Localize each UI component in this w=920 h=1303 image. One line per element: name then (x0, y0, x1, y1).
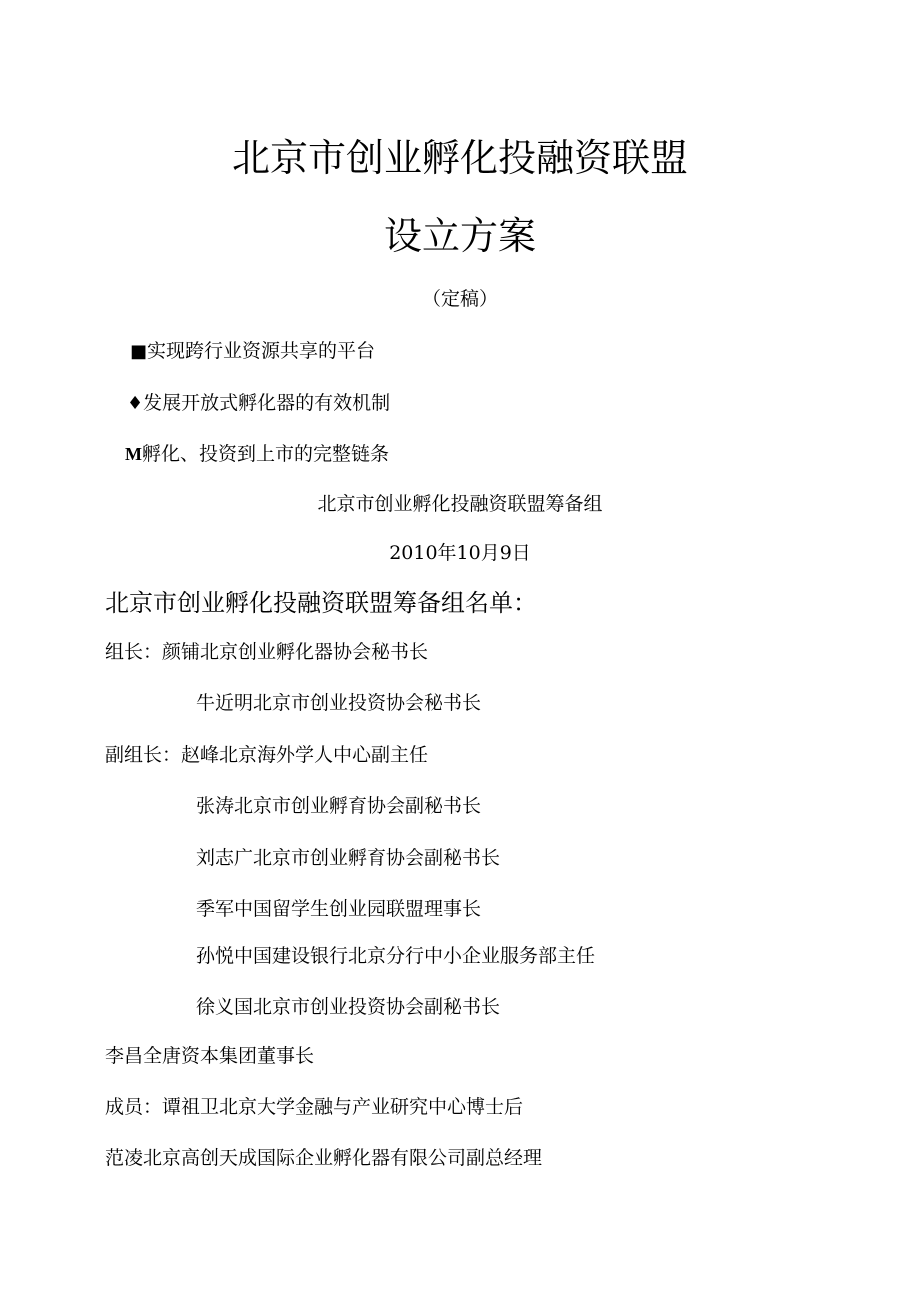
slogan-text: 实现跨行业资源共享的平台 (147, 340, 376, 362)
slogan-text: 发展开放式孵化器的有效机制 (143, 392, 391, 414)
document-status: （定稿） (421, 288, 498, 310)
list-item: 副组长：赵峰北京海外学人中心副主任 (105, 744, 429, 766)
slogan-item (125, 439, 389, 466)
member-list-heading: 北京市创业孵化投融资联盟筹备组名单： (105, 589, 537, 617)
list-item: 张涛北京市创业孵育协会副秘书长 (196, 795, 482, 817)
slogan-item (127, 388, 390, 415)
slogan-text: 孵化、投资到上市的完整链条 (142, 443, 390, 465)
document-subtitle: 设立方案 (383, 214, 536, 258)
issue-date: 2010年10月9日 (389, 542, 531, 564)
diamond-bullet-icon: ♦ (127, 393, 144, 414)
list-item: 刘志广北京市创业孵育协会副秘书长 (196, 847, 501, 869)
m-bullet-icon: M (125, 444, 142, 464)
list-item: 范凌北京高创天成国际企业孵化器有限公司副总经理 (105, 1147, 543, 1169)
list-item: 徐义国北京市创业投资协会副秘书长 (196, 996, 501, 1018)
document-title: 北京市创业孵化投融资联盟 (231, 136, 688, 180)
list-item: 季军中国留学生创业园联盟理事长 (196, 898, 482, 920)
list-item: 孙悦中国建设银行北京分行中小企业服务部主任 (196, 945, 596, 967)
list-item: 组长：颜铺北京创业孵化器协会秘书长 (105, 641, 429, 663)
slogan-item (130, 336, 375, 363)
issuer: 北京市创业孵化投融资联盟筹备组 (317, 493, 603, 515)
list-item: 成员：谭祖卫北京大学金融与产业研究中心博士后 (105, 1096, 524, 1118)
list-item: 李昌全唐资本集团董事长 (105, 1045, 315, 1067)
list-item: 牛近明北京市创业投资协会秘书长 (196, 692, 482, 714)
square-bullet-icon: ■ (130, 341, 148, 362)
